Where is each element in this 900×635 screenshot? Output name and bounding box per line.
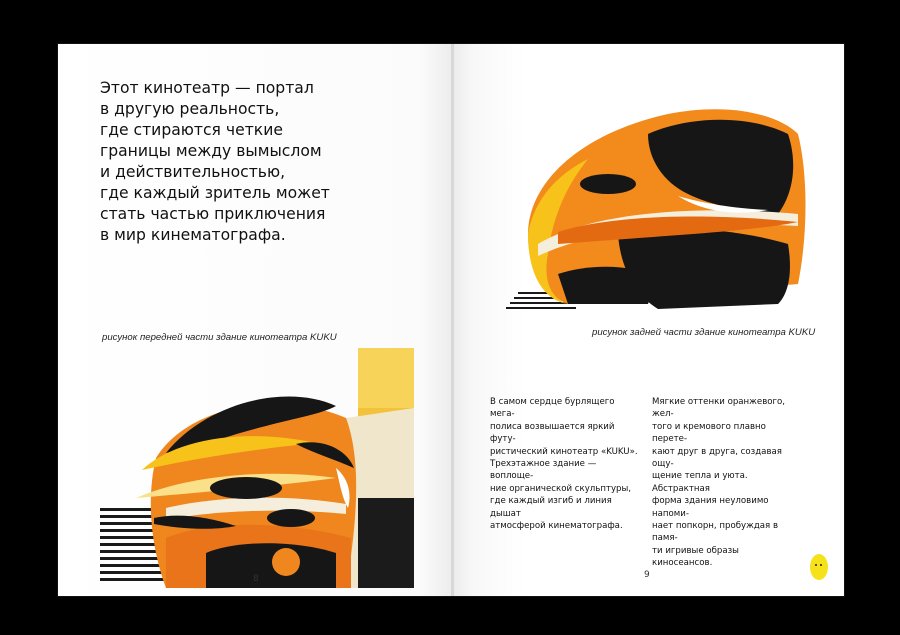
right-page xyxy=(454,44,844,596)
body-text-column-1: В самом сердце бурлящего мега- полиса возвышается яркий футу- ристический кинотеатр «KUKU». Трехэтажное здание — воплоще- ние органической скульптуры, где каждый изгиб и линия дышат атмосферой кинематографа. xyxy=(490,397,638,532)
body-text-column-2: Мягкие оттенки оранжевого, жел- того и кремового плавно перете- кают друг в друга, создавая ощу- щение тепла и уюта. Абстрактная форма здания неуловимо напоми- нает попкорн, пробуждая в памя- ти игривые образы киносеансов. xyxy=(652,397,786,569)
back-facade-drawing xyxy=(498,104,808,324)
back-facade-illustration xyxy=(498,104,808,324)
front-facade-drawing xyxy=(96,348,414,588)
front-illustration-caption: рисунок передней части здание кинотеатра KUKU xyxy=(102,332,337,343)
left-page xyxy=(58,44,452,596)
page-number: 9 xyxy=(644,570,650,580)
page-headline: Этот кинотеатр — портал в другую реальность, где стираются четкие границы между вымыслом и действительностью, где каждый зритель может стать частью приключения в мир кинематографа. xyxy=(100,79,330,244)
front-facade-illustration xyxy=(96,348,414,588)
yellow-smiley-icon xyxy=(810,554,828,580)
page-number: 8 xyxy=(253,574,259,584)
book-spread xyxy=(58,44,844,596)
back-illustration-caption: рисунок задней части здание кинотеатра KUKU xyxy=(592,327,816,338)
